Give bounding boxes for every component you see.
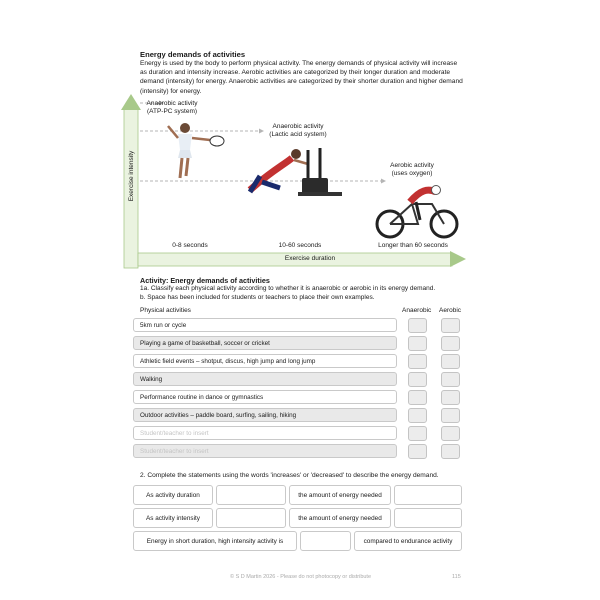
statement-1-extra-field[interactable]	[394, 485, 462, 505]
aerobic-checkbox[interactable]	[441, 318, 460, 333]
activity-title: Activity: Energy demands of activities	[140, 276, 270, 285]
col-header-activities: Physical activities	[140, 307, 191, 314]
aerobic-checkbox[interactable]	[441, 354, 460, 369]
anaerobic-checkbox[interactable]	[408, 336, 427, 351]
duration-label-2: 10-60 seconds	[278, 242, 322, 249]
copyright-footer: © S D Martin 2026 - Please do not photocopy or distribute	[230, 574, 372, 580]
anaerobic-checkbox[interactable]	[408, 408, 427, 423]
duration-label-3: Longer than 60 seconds	[378, 242, 448, 249]
aerobic-label: Aerobic activity (uses oxygen)	[390, 162, 434, 177]
y-axis-title: Exercise intensity	[128, 150, 135, 202]
intro-paragraph: Energy is used by the body to perform physical activity. The energy demands of physical activity will increase as duration and intensity increase. Aerobic activities are categorized by their longer duration and moderate demand (intensity) for energy. Anaerobic activities are categorized by their shorter duration and higher demand (intensity) for energy.	[140, 60, 463, 95]
anaerobic-checkbox[interactable]	[408, 318, 427, 333]
atp-pc-label: Anaerobic activity (ATP-PC system)	[146, 100, 198, 115]
anaerobic-checkbox[interactable]	[408, 444, 427, 459]
statement-3-answer-field[interactable]	[300, 531, 351, 551]
x-axis-title: Exercise duration	[284, 255, 336, 262]
activity-row-placeholder[interactable]: Student/teacher to insert	[133, 444, 397, 458]
lactic-acid-label: Anaerobic activity (Lactic acid system)	[269, 123, 327, 138]
statement-2-answer-field[interactable]	[216, 508, 286, 528]
aerobic-checkbox[interactable]	[441, 444, 460, 459]
anaerobic-checkbox[interactable]	[408, 426, 427, 441]
statement-2-extra-field[interactable]	[394, 508, 462, 528]
anaerobic-checkbox[interactable]	[408, 372, 427, 387]
aerobic-checkbox[interactable]	[441, 336, 460, 351]
activity-row: Performance routine in dance or gymnastics	[133, 390, 397, 404]
question-2-instruction: 2. Complete the statements using the words 'increases' or 'decreased' to describe the energy demand.	[140, 472, 439, 479]
x-axis-arrow	[450, 251, 466, 267]
page-number: 115	[452, 574, 461, 580]
statement-1-label: As activity duration	[133, 485, 213, 505]
cyclist-figure	[377, 186, 457, 238]
statement-2-suffix: the amount of energy needed	[289, 508, 391, 528]
statement-1-answer-field[interactable]	[216, 485, 286, 505]
activity-row: Walking	[133, 372, 397, 386]
instruction-1b: b. Space has been included for students or teachers to place their own examples.	[140, 294, 375, 301]
activity-row-placeholder[interactable]: Student/teacher to insert	[133, 426, 397, 440]
anaerobic-checkbox[interactable]	[408, 390, 427, 405]
instruction-1a: 1a. Classify each physical activity according to whether it is anaerobic or aerobic in its energy demand.	[140, 285, 436, 292]
activity-row: Outdoor activities – paddle board, surfing, sailing, hiking	[133, 408, 397, 422]
activity-row: Athletic field events – shotput, discus, high jump and long jump	[133, 354, 397, 368]
aerobic-checkbox[interactable]	[441, 426, 460, 441]
col-header-anaerobic: Anaerobic	[402, 307, 432, 314]
aerobic-checkbox[interactable]	[441, 390, 460, 405]
duration-label-1: 0-8 seconds	[172, 242, 208, 249]
statement-3-label: Energy in short duration, high intensity activity is	[133, 531, 297, 551]
statement-3-suffix: compared to endurance activity	[354, 531, 462, 551]
aerobic-checkbox[interactable]	[441, 372, 460, 387]
y-axis-arrow	[121, 94, 141, 110]
page-title: Energy demands of activities	[140, 50, 246, 59]
energy-system-diagram	[120, 92, 470, 272]
col-header-aerobic: Aerobic	[439, 307, 462, 314]
sled-push-athlete-figure	[250, 148, 342, 196]
activity-row: 5km run or cycle	[133, 318, 397, 332]
anaerobic-checkbox[interactable]	[408, 354, 427, 369]
aerobic-checkbox[interactable]	[441, 408, 460, 423]
statement-2-label: As activity intensity	[133, 508, 213, 528]
activity-row: Playing a game of basketball, soccer or cricket	[133, 336, 397, 350]
statement-1-suffix: the amount of energy needed	[289, 485, 391, 505]
